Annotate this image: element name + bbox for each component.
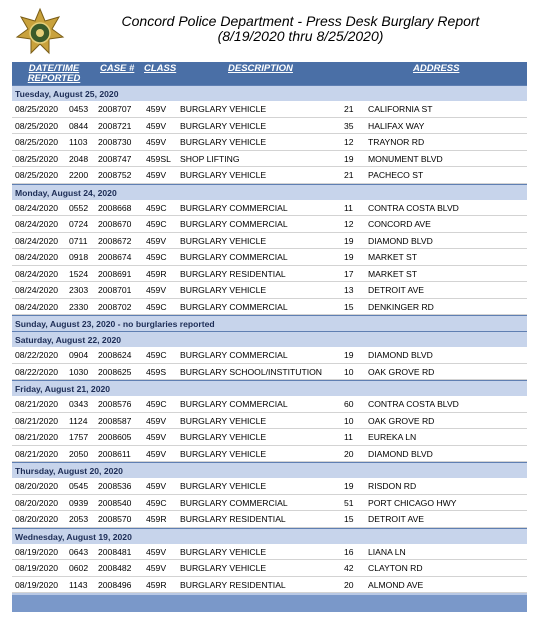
cell-case: 2008721 xyxy=(98,120,132,131)
cell-class: 459V xyxy=(146,415,167,426)
cell-case: 2008496 xyxy=(98,579,132,590)
cell-class: 459R xyxy=(146,514,167,524)
cell-date: 08/24/2020 xyxy=(15,252,59,262)
cell-class: 459C xyxy=(146,497,167,508)
cell-num: 51 xyxy=(344,497,354,508)
table-row xyxy=(12,495,527,512)
cell-desc: BURGLARY VEHICLE xyxy=(180,104,267,114)
cell-class: 459V xyxy=(146,137,167,147)
cell-case: 2008605 xyxy=(98,432,132,442)
cell-desc: BURGLARY VEHICLE xyxy=(180,235,267,246)
cell-date: 08/20/2020 xyxy=(15,481,59,491)
day-header: Wednesday, August 19, 2020 xyxy=(12,528,527,544)
table-row xyxy=(12,299,527,316)
cell-case: 2008570 xyxy=(98,514,132,524)
cell-class: 459V xyxy=(146,104,167,114)
cell-num: 20 xyxy=(344,448,354,459)
cell-street: OAK GROVE RD xyxy=(368,366,435,377)
report-title-block xyxy=(60,14,541,44)
cell-street: CLAYTON RD xyxy=(368,563,423,573)
day-header: Tuesday, August 25, 2020 xyxy=(12,85,527,101)
cell-street: OAK GROVE RD xyxy=(368,415,435,426)
table-row xyxy=(12,118,527,135)
cell-desc: BURGLARY COMMERCIAL xyxy=(180,350,288,360)
cell-class: 459C xyxy=(146,202,167,213)
day-header: Saturday, August 22, 2020 xyxy=(12,331,527,347)
table-row xyxy=(12,577,527,594)
cell-class: 459C xyxy=(146,399,167,409)
cell-time: 1103 xyxy=(69,137,88,147)
table-row xyxy=(12,396,527,413)
cell-time: 0552 xyxy=(69,202,89,213)
burglary-report-table xyxy=(12,62,527,612)
cell-time: 0918 xyxy=(69,252,89,262)
cell-num: 10 xyxy=(344,415,354,426)
cell-date: 08/19/2020 xyxy=(15,579,59,590)
table-row xyxy=(12,101,527,118)
cell-street: CONCORD AVE xyxy=(368,219,431,229)
table-body xyxy=(12,85,527,593)
cell-date: 08/25/2020 xyxy=(15,153,59,164)
cell-date: 08/24/2020 xyxy=(15,268,59,279)
cell-num: 16 xyxy=(344,546,354,557)
cell-time: 0643 xyxy=(69,546,89,557)
cell-desc: BURGLARY COMMERCIAL xyxy=(180,399,288,409)
cell-time: 1524 xyxy=(69,268,89,279)
cell-street: DIAMOND BLVD xyxy=(368,448,433,459)
day-header: Monday, August 24, 2020 xyxy=(12,184,527,200)
cell-class: 459V xyxy=(146,448,167,459)
cell-date: 08/21/2020 xyxy=(15,415,59,426)
cell-time: 2200 xyxy=(69,170,89,180)
cell-time: 0939 xyxy=(69,497,89,508)
cell-num: 10 xyxy=(344,366,354,377)
page-title: Concord Police Department - Press Desk Burglary Report xyxy=(121,13,480,29)
day-header: Thursday, August 20, 2020 xyxy=(12,462,527,478)
cell-date: 08/25/2020 xyxy=(15,137,59,147)
cell-case: 2008540 xyxy=(98,497,132,508)
cell-street: DENKINGER RD xyxy=(368,301,434,312)
day-header: Sunday, August 23, 2020 - no burglaries reported xyxy=(12,315,527,331)
cell-num: 19 xyxy=(344,153,354,164)
table-header xyxy=(12,62,527,85)
table-row xyxy=(12,446,527,463)
cell-time: 0724 xyxy=(69,219,89,229)
cell-case: 2008668 xyxy=(98,202,132,213)
cell-num: 11 xyxy=(344,202,353,213)
cell-case: 2008536 xyxy=(98,481,132,491)
cell-desc: BURGLARY RESIDENTIAL xyxy=(180,268,286,279)
cell-class: 459V xyxy=(146,481,167,491)
cell-class: 459R xyxy=(146,579,167,590)
cell-case: 2008672 xyxy=(98,235,132,246)
cell-num: 19 xyxy=(344,252,354,262)
cell-time: 1757 xyxy=(69,432,89,442)
cell-case: 2008611 xyxy=(98,448,131,459)
cell-time: 2053 xyxy=(69,514,89,524)
cell-date: 08/21/2020 xyxy=(15,399,59,409)
cell-case: 2008482 xyxy=(98,563,132,573)
cell-date: 08/21/2020 xyxy=(15,432,59,442)
cell-class: 459V xyxy=(146,285,167,295)
cell-time: 2303 xyxy=(69,285,89,295)
cell-desc: BURGLARY COMMERCIAL xyxy=(180,202,288,213)
cell-case: 2008587 xyxy=(98,415,132,426)
cell-desc: BURGLARY COMMERCIAL xyxy=(180,497,288,508)
cell-time: 0343 xyxy=(69,399,89,409)
day-header: Friday, August 21, 2020 xyxy=(12,380,527,396)
cell-desc: BURGLARY VEHICLE xyxy=(180,285,267,295)
cell-date: 08/24/2020 xyxy=(15,301,59,312)
header-description: DESCRIPTION xyxy=(228,63,293,74)
table-row xyxy=(12,167,527,184)
cell-case: 2008481 xyxy=(98,546,132,557)
table-row xyxy=(12,347,527,364)
cell-time: 1124 xyxy=(69,415,88,426)
table-row xyxy=(12,364,527,381)
cell-num: 17 xyxy=(344,268,354,279)
cell-date: 08/20/2020 xyxy=(15,497,59,508)
cell-desc: BURGLARY COMMERCIAL xyxy=(180,252,288,262)
cell-desc: BURGLARY RESIDENTIAL xyxy=(180,514,286,524)
cell-desc: BURGLARY VEHICLE xyxy=(180,481,267,491)
table-row xyxy=(12,282,527,299)
cell-desc: BURGLARY VEHICLE xyxy=(180,432,267,442)
cell-street: TRAYNOR RD xyxy=(368,137,425,147)
table-row xyxy=(12,413,527,430)
cell-street: DIAMOND BLVD xyxy=(368,235,433,246)
cell-case: 2008576 xyxy=(98,399,132,409)
cell-class: 459V xyxy=(146,120,167,131)
cell-street: DETROIT AVE xyxy=(368,514,425,524)
cell-desc: BURGLARY SCHOOL/INSTITUTION xyxy=(180,366,322,377)
cell-num: 19 xyxy=(344,235,354,246)
header-class: CLASS xyxy=(144,63,177,74)
cell-case: 2008702 xyxy=(98,301,132,312)
cell-class: 459V xyxy=(146,432,167,442)
cell-num: 15 xyxy=(344,301,354,312)
cell-street: MARKET ST xyxy=(368,268,418,279)
cell-class: 459V xyxy=(146,170,167,180)
cell-street: RISDON RD xyxy=(368,481,417,491)
cell-time: 0711 xyxy=(69,235,88,246)
cell-date: 08/22/2020 xyxy=(15,366,59,377)
cell-case: 2008730 xyxy=(98,137,132,147)
table-row xyxy=(12,134,527,151)
cell-date: 08/22/2020 xyxy=(15,350,59,360)
cell-case: 2008691 xyxy=(98,268,132,279)
cell-num: 19 xyxy=(344,481,354,491)
table-row xyxy=(12,266,527,283)
cell-time: 2048 xyxy=(69,153,89,164)
cell-desc: BURGLARY VEHICLE xyxy=(180,137,267,147)
cell-date: 08/24/2020 xyxy=(15,285,59,295)
cell-desc: BURGLARY VEHICLE xyxy=(180,415,267,426)
cell-desc: BURGLARY VEHICLE xyxy=(180,170,267,180)
table-row xyxy=(12,429,527,446)
table-row xyxy=(12,151,527,168)
cell-street: PORT CHICAGO HWY xyxy=(368,497,457,508)
cell-time: 1030 xyxy=(69,366,89,377)
cell-case: 2008747 xyxy=(98,153,132,164)
cell-desc: BURGLARY VEHICLE xyxy=(180,563,267,573)
police-badge-icon xyxy=(15,7,65,57)
header-address: ADDRESS xyxy=(413,63,460,74)
cell-case: 2008701 xyxy=(98,285,132,295)
cell-time: 0844 xyxy=(69,120,89,131)
cell-case: 2008752 xyxy=(98,170,132,180)
cell-num: 42 xyxy=(344,563,354,573)
cell-street: MARKET ST xyxy=(368,252,418,262)
cell-desc: BURGLARY RESIDENTIAL xyxy=(180,579,286,590)
cell-street: EUREKA LN xyxy=(368,432,417,442)
cell-time: 2330 xyxy=(69,301,89,312)
cell-class: 459R xyxy=(146,268,167,279)
cell-date: 08/24/2020 xyxy=(15,235,59,246)
cell-class: 459V xyxy=(146,563,167,573)
table-row xyxy=(12,560,527,577)
cell-time: 0545 xyxy=(69,481,89,491)
cell-num: 12 xyxy=(344,137,354,147)
cell-date: 08/24/2020 xyxy=(15,219,59,229)
table-row xyxy=(12,233,527,250)
cell-case: 2008624 xyxy=(98,350,132,360)
cell-case: 2008625 xyxy=(98,366,132,377)
table-row xyxy=(12,478,527,495)
cell-class: 459C xyxy=(146,219,167,229)
cell-street: DETROIT AVE xyxy=(368,285,425,295)
cell-class: 459C xyxy=(146,350,167,360)
cell-case: 2008670 xyxy=(98,219,132,229)
cell-street: DIAMOND BLVD xyxy=(368,350,433,360)
cell-date: 08/24/2020 xyxy=(15,202,59,213)
cell-date: 08/25/2020 xyxy=(15,104,59,114)
cell-class: 459V xyxy=(146,235,167,246)
cell-num: 20 xyxy=(344,579,354,590)
cell-time: 2050 xyxy=(69,448,89,459)
cell-time: 1143 xyxy=(69,579,88,590)
cell-street: CONTRA COSTA BLVD xyxy=(368,202,459,213)
cell-class: 459S xyxy=(146,366,167,377)
cell-num: 21 xyxy=(344,170,354,180)
cell-time: 0904 xyxy=(69,350,89,360)
table-footer xyxy=(12,593,527,612)
cell-class: 459C xyxy=(146,252,167,262)
table-row xyxy=(12,249,527,266)
cell-date: 08/20/2020 xyxy=(15,514,59,524)
cell-street: CONTRA COSTA BLVD xyxy=(368,399,459,409)
cell-num: 60 xyxy=(344,399,354,409)
cell-date: 08/19/2020 xyxy=(15,563,59,573)
cell-num: 12 xyxy=(344,219,354,229)
cell-num: 19 xyxy=(344,350,354,360)
header-case: CASE # xyxy=(100,63,135,74)
cell-desc: BURGLARY VEHICLE xyxy=(180,120,267,131)
cell-desc: BURGLARY COMMERCIAL xyxy=(180,301,288,312)
cell-street: PACHECO ST xyxy=(368,170,424,180)
table-row xyxy=(12,544,527,561)
cell-date: 08/25/2020 xyxy=(15,120,59,131)
cell-num: 35 xyxy=(344,120,354,131)
cell-num: 11 xyxy=(344,432,353,442)
cell-case: 2008674 xyxy=(98,252,132,262)
header-date-time: DATE/TIME REPORTED xyxy=(27,63,81,84)
cell-street: HALIFAX WAY xyxy=(368,120,425,131)
cell-num: 13 xyxy=(344,285,354,295)
cell-street: ALMOND AVE xyxy=(368,579,424,590)
cell-desc: BURGLARY VEHICLE xyxy=(180,448,267,459)
cell-desc: BURGLARY VEHICLE xyxy=(180,546,267,557)
cell-desc: SHOP LIFTING xyxy=(180,153,240,164)
cell-street: CALIFORNIA ST xyxy=(368,104,433,114)
page-subtitle: (8/19/2020 thru 8/25/2020) xyxy=(217,28,384,44)
cell-street: LIANA LN xyxy=(368,546,406,557)
cell-street: MONUMENT BLVD xyxy=(368,153,443,164)
cell-num: 15 xyxy=(344,514,354,524)
cell-date: 08/19/2020 xyxy=(15,546,59,557)
cell-date: 08/25/2020 xyxy=(15,170,59,180)
table-row xyxy=(12,216,527,233)
table-row xyxy=(12,511,527,528)
cell-time: 0453 xyxy=(69,104,89,114)
cell-date: 08/21/2020 xyxy=(15,448,59,459)
cell-num: 21 xyxy=(344,104,354,114)
cell-desc: BURGLARY COMMERCIAL xyxy=(180,219,288,229)
cell-class: 459SL xyxy=(146,153,171,164)
table-row xyxy=(12,200,527,217)
cell-class: 459V xyxy=(146,546,167,557)
cell-time: 0602 xyxy=(69,563,89,573)
cell-class: 459C xyxy=(146,301,167,312)
cell-case: 2008707 xyxy=(98,104,132,114)
